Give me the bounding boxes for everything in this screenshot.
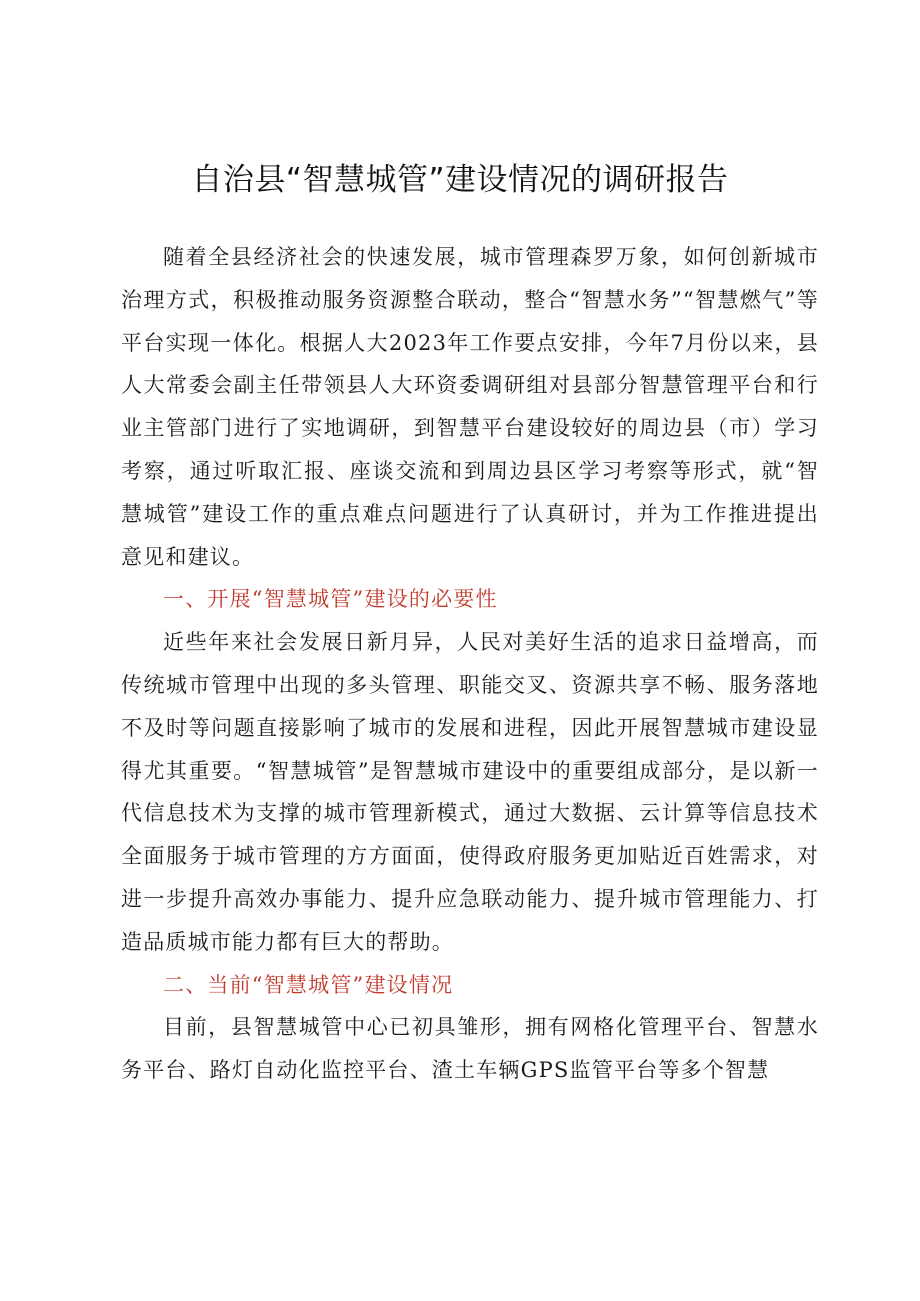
section-heading-1: 一、开展“智慧城管”建设的必要性 (163, 587, 498, 612)
section-paragraph-1: 近些年来社会发展日新月异，人民对美好生活的追求日益增高，而传统城市管理中出现的多头管理、职能交叉、资源共享不畅、服务落地不及时等问题直接影响了城市的发展和进程，因此开展智慧城市建设显得尤其重要。“智慧城管”是智慧城市建设中的重要组成部分，是以新一代信息技术为支撑的城市管理新模式，通过大数据、云计算等信息技术全面服务于城市管理的方方面面，使得政府服务更加贴近百姓需求，对进一步提升高效办事能力、提升应急联动能力、提升城市管理能力、打造品质城市能力都有巨大的帮助。 (121, 630, 819, 954)
intro-paragraph: 随着全县经济社会的快速发展，城市管理森罗万象，如何创新城市治理方式，积极推动服务资源整合联动，整合“智慧水务”“智慧燃气”等平台实现一体化。根据人大2023年工作要点安排，今年7月份以来，县人大常委会副主任带领县人大环资委调研组对县部分智慧管理平台和行业主管部门进行了实地调研，到智慧平台建设较好的周边县（市）学习考察，通过听取汇报、座谈交流和到周边县区学习考察等形式，就“智慧城管”建设工作的重点难点问题进行了认真研讨，并为工作推进提出意见和建议。 (121, 245, 819, 569)
section-heading-2: 二、当前“智慧城管”建设情况 (163, 972, 454, 997)
document-body (121, 236, 819, 1092)
section-paragraph-2: 目前，县智慧城管中心已初具雏形，拥有网格化管理平台、智慧水务平台、路灯自动化监控平台、渣土车辆GPS监管平台等多个智慧 (121, 1015, 819, 1083)
document-title: 自治县“智慧城管”建设情况的调研报告 (191, 162, 729, 198)
